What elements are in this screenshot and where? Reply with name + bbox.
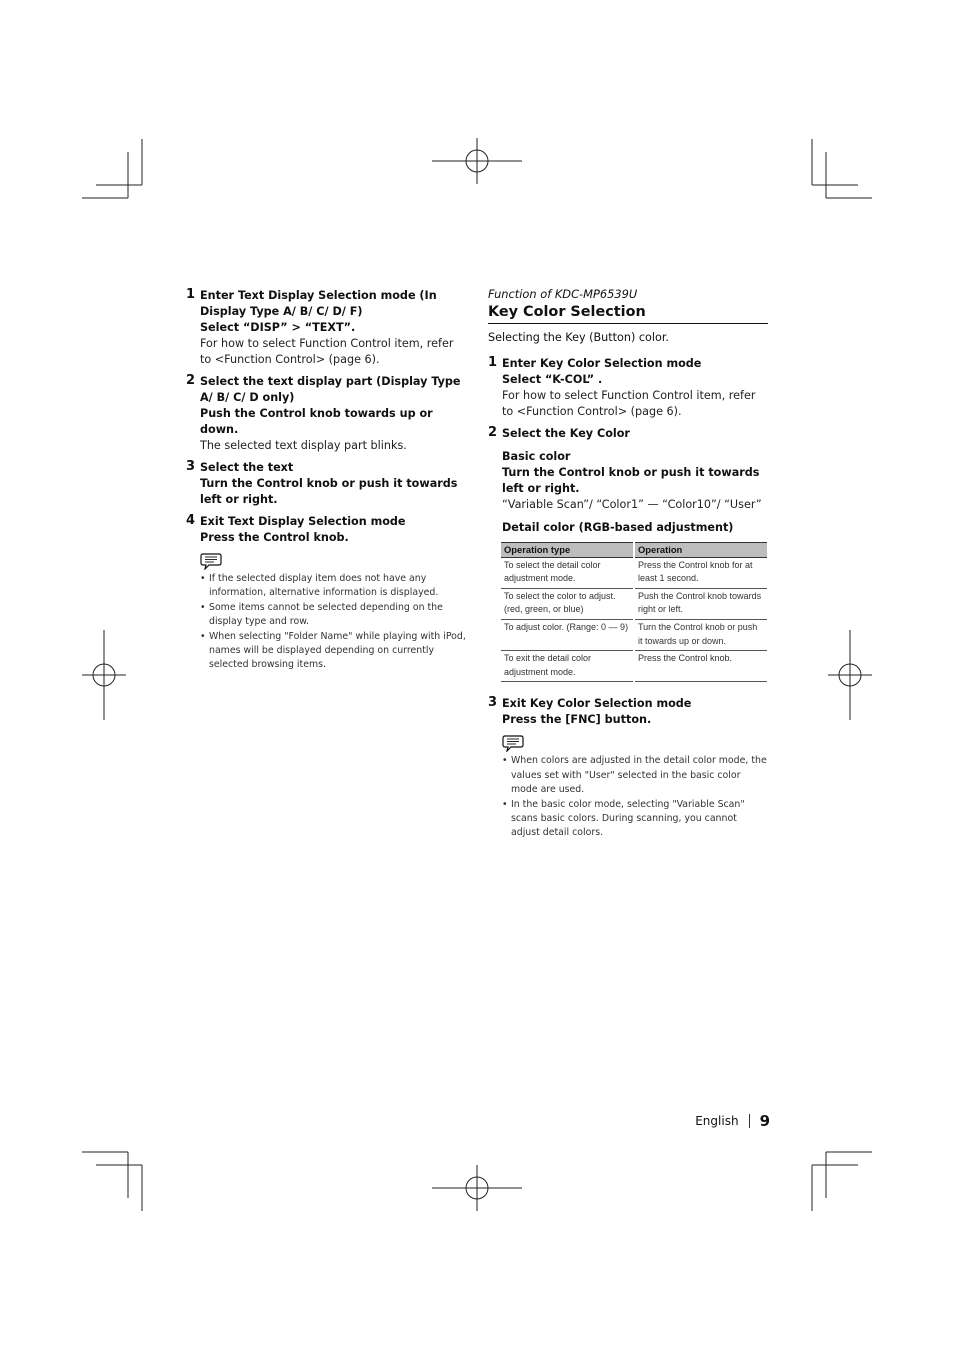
step-2	[488, 426, 768, 536]
table-row	[501, 558, 767, 589]
basic-color-heading: Basic color	[502, 450, 571, 463]
step-number: 1	[186, 287, 196, 302]
note-item: • In the basic color mode, selecting "Variable Scan" scans basic colors. During scanning, you cannot adjust detail colors.	[502, 798, 768, 841]
step-title: Select the text	[200, 461, 294, 474]
table-cell: Press the Control knob for at least 1 second.	[635, 558, 767, 589]
step-number: 4	[186, 513, 196, 528]
step-number: 2	[488, 425, 498, 440]
note-item: • When selecting "Folder Name" while playing with iPod, names will be displayed depending on currently selected browsing items.	[200, 630, 466, 673]
right-column	[488, 286, 768, 841]
section-title: Key Color Selection	[488, 302, 768, 324]
footer-divider	[749, 1114, 750, 1128]
step-number: 3	[186, 459, 196, 474]
page-footer	[600, 1112, 770, 1130]
step-action: Turn the Control knob or push it towards left or right.	[200, 477, 458, 506]
section-intro: Selecting the Key (Button) color.	[488, 331, 669, 344]
table-row	[501, 620, 767, 651]
note-icon	[200, 552, 222, 570]
step-action: Press the Control knob.	[200, 531, 349, 544]
step-number: 2	[186, 373, 196, 388]
note-item: • When colors are adjusted in the detail color mode, the values set with "User" selected in the basic color mode are used.	[502, 754, 768, 797]
step-4	[186, 514, 466, 546]
note-item: • Some items cannot be selected depending on the display type and row.	[200, 601, 466, 630]
step-action: Select “DISP” > “TEXT”.	[200, 321, 356, 334]
step-1	[488, 356, 768, 420]
notes-list	[488, 754, 768, 840]
step-number: 1	[488, 355, 498, 370]
basic-color-options: “Variable Scan”/ “Color1” — “Color10”/ “User”	[502, 498, 762, 511]
step-action: Select “K-COL” .	[502, 373, 603, 386]
step-1	[186, 288, 466, 368]
basic-color-action: Turn the Control knob or push it towards left or right.	[502, 466, 760, 495]
detail-color-heading: Detail color (RGB-based adjustment)	[502, 521, 734, 534]
step-title: Enter Key Color Selection mode	[502, 357, 702, 370]
table-cell: To adjust color. (Range: 0 — 9)	[501, 620, 633, 651]
note-icon	[502, 734, 524, 752]
left-column	[186, 288, 466, 673]
step-note: For how to select Function Control item, refer to <Function Control> (page 6).	[200, 337, 454, 366]
table-cell: Press the Control knob.	[635, 651, 767, 682]
table-cell: To exit the detail color adjustment mode.	[501, 651, 633, 682]
step-action: Press the [FNC] button.	[502, 713, 652, 727]
table-cell: To select the color to adjust. (red, green, or blue)	[501, 589, 633, 620]
table-cell: Push the Control knob towards right or left.	[635, 589, 767, 620]
step-note: For how to select Function Control item, refer to <Function Control> (page 6).	[502, 389, 756, 418]
note-item: • If the selected display item does not have any information, alternative information is displayed.	[200, 572, 466, 601]
function-label: Function of KDC-MP6539U	[488, 287, 638, 301]
step-2	[186, 374, 466, 454]
column-header: Operation	[635, 542, 767, 558]
step-title: Select the text display part (Display Type A/ B/ C/ D only)	[200, 375, 461, 404]
notes-list	[186, 572, 466, 673]
step-number: 3	[488, 695, 498, 711]
step-title: Enter Text Display Selection mode (In Display Type A/ B/ C/ D/ F)	[200, 289, 437, 318]
step-title: Select the Key Color	[502, 427, 630, 440]
language-label: English	[695, 1114, 739, 1128]
table-row	[501, 651, 767, 682]
table-cell: To select the detail color adjustment mode.	[501, 558, 633, 589]
step-title: Exit Key Color Selection mode	[502, 697, 692, 711]
step-3	[186, 460, 466, 508]
table-header-row	[501, 542, 767, 558]
table-cell: Turn the Control knob or push it towards up or down.	[635, 620, 767, 651]
step-note: The selected text display part blinks.	[200, 439, 407, 452]
step-3	[488, 696, 768, 728]
detail-color-table	[499, 542, 769, 682]
step-action: Push the Control knob towards up or down.	[200, 407, 433, 436]
page-number: 9	[759, 1112, 770, 1130]
column-header: Operation type	[501, 542, 633, 558]
table-row	[501, 589, 767, 620]
step-title: Exit Text Display Selection mode	[200, 515, 406, 528]
